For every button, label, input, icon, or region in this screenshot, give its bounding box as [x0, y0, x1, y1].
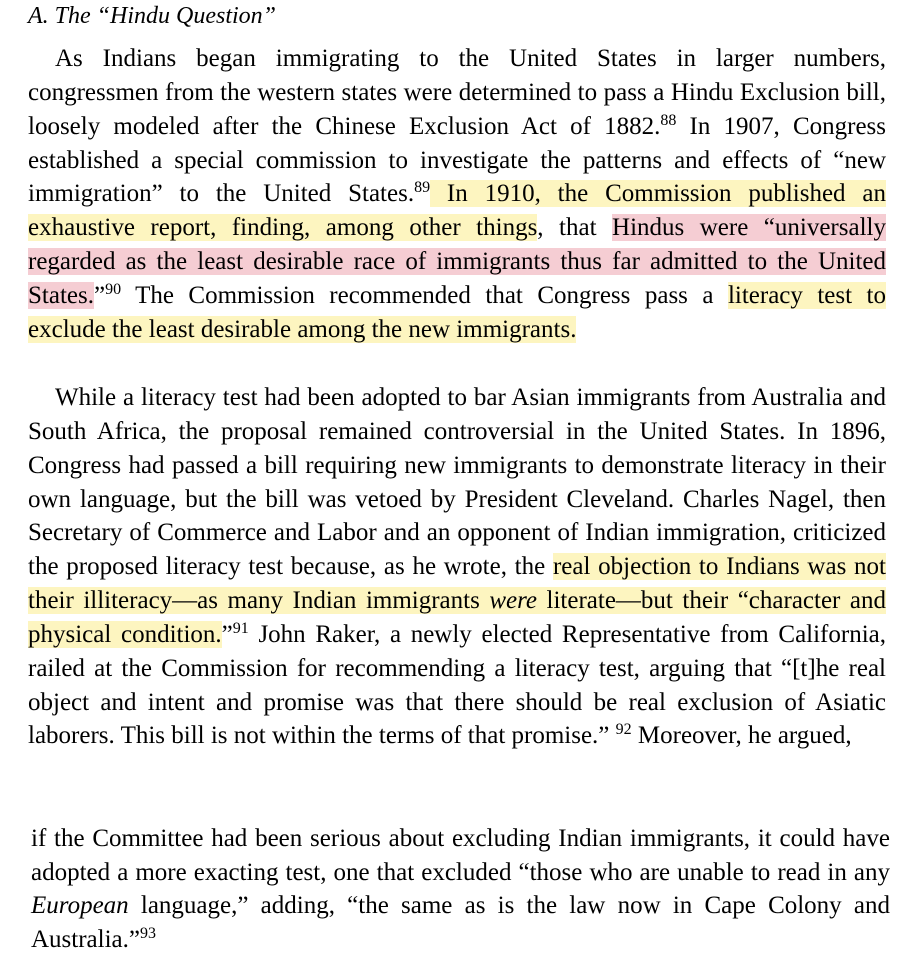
- text: John Raker, a newly elected Representative from California, railed at the Commission for recommending a literacy test, arguing that “[t]he real object and intent and promise was that there should be real exclusion of Asiatic laborers. This bill is not within the terms of that promise.”: [28, 620, 887, 750]
- italic-text: were: [489, 587, 538, 615]
- highlight-yellow: literacy test to exclude the least desirable among the new immigrants.: [28, 281, 886, 343]
- text: , that: [537, 214, 613, 242]
- footnote-ref[interactable]: 88: [660, 111, 677, 129]
- text: ”: [93, 281, 106, 309]
- text: As Indians began immigrating to the United States in larger numbers, congressmen from the western states were determined to pass a Hindu Exclusion bill, loosely modeled after the Chinese Exclusion Act of 1882.: [28, 45, 886, 140]
- text: literate—but their “character and physical condition.: [28, 587, 886, 648]
- text: if the Committee had been serious about excluding Indian immigrants, it could have adopted a more exacting test, one that excluded “those who are unable to read in any: [31, 825, 890, 886]
- footnote-ref[interactable]: 89: [414, 179, 431, 197]
- footnote-ref[interactable]: 92: [615, 721, 632, 739]
- text: ”: [221, 620, 233, 648]
- footnote-ref[interactable]: 91: [232, 619, 249, 637]
- highlight-red: Hindus were “universally regarded as the least desirable race of immigrants thus far admitted to the United States.: [28, 214, 886, 309]
- paragraph-1: [28, 42, 886, 347]
- text: While a literacy test had been adopted to bar Asian immigrants from Australia and South Africa, the proposal remained controversial in the United States. In 1896, Congress had passed a bill requiring new immigrants to demonstrate literacy in their own language, but the bill was vetoed by President Cleveland. Charles Nagel, then Secretary of Commerce and Labor and an opponent of Indian immigration, criticized the proposed literacy test because, as he wrote, the: [28, 384, 886, 581]
- text: The Commission recommended that Congress pass a: [121, 281, 728, 309]
- section-heading: A. The “Hindu Question”: [28, 3, 277, 29]
- highlight-yellow: In 1910, the Commission published an exhaustive report, finding, among other things: [28, 180, 886, 242]
- paragraph-3: [31, 822, 890, 956]
- footnote-ref[interactable]: 90: [105, 280, 122, 298]
- text: real objection to Indians was not their illiteracy—as many Indian immigrants: [28, 553, 886, 615]
- text: Moreover, he argued,: [631, 722, 852, 750]
- text: language,” adding, “the same as is the law now in Cape Colony and Australia.”: [31, 892, 890, 953]
- paragraph-2: [28, 381, 886, 753]
- footnote-ref[interactable]: 93: [139, 924, 156, 942]
- italic-text: European: [31, 892, 129, 919]
- text: In 1907, Congress established a special commission to investigate the patterns and effects of “new immigration” to the United States.: [28, 112, 886, 208]
